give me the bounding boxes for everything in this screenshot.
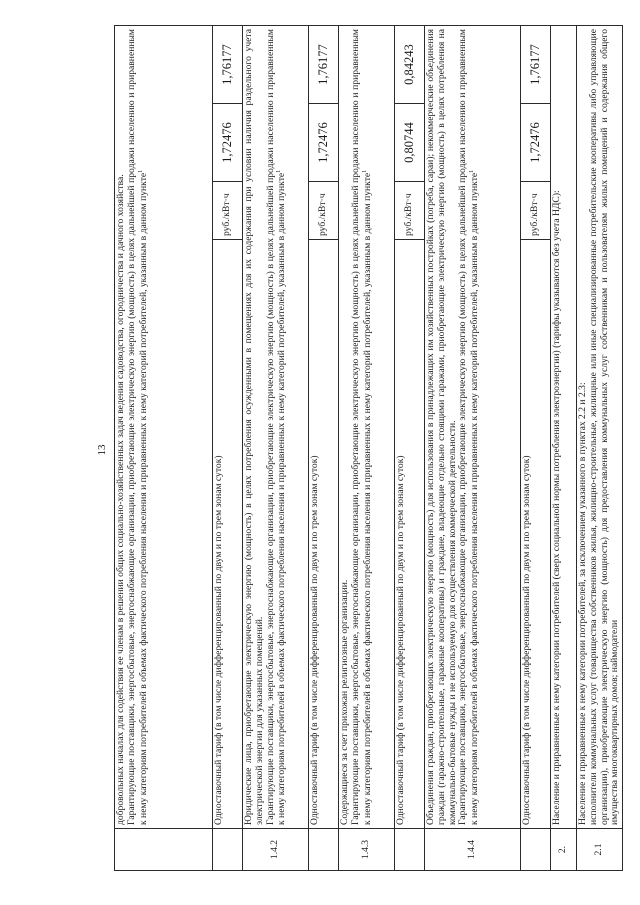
description-paragraph: Население и приравненные к нему категории потребителей, за исключением указанного в пунктах 2.2 и 2.3: <box>577 382 588 825</box>
tariff-value-second-half: 1,76177 <box>309 26 339 104</box>
table-row <box>309 26 339 871</box>
row-number-cell: 2. <box>551 829 577 871</box>
row-number-cell: 1.4.3 <box>339 829 395 871</box>
table-row <box>425 26 521 871</box>
unit-cell: руб./кВт·ч <box>395 182 425 240</box>
description-paragraph: добровольных началах для содействия ее членам в решении общих социально-хозяйственных задач ведения садоводства, огородничества и дачного хозяйства. <box>115 174 126 825</box>
unit-cell: руб./кВт·ч <box>309 182 339 240</box>
table-row <box>115 26 213 871</box>
page-number: 13 <box>96 444 108 456</box>
row-number-cell <box>521 829 551 871</box>
tariff-table <box>114 25 623 871</box>
tariff-value-first-half: 1,72476 <box>213 104 243 182</box>
row-description-cell <box>339 26 395 829</box>
description-paragraph: Гарантирующие поставщики, энергосбытовые, энергоснабжающие организации, приобретающие электрическую энергию (мощность) в целях дальнейшей продажи населению и приравненным к нему категориям потребителей в объемах фактического потребления населения и приравненных к нему категорий потребителей, указанным в данном пункте$^1$ <box>264 29 288 825</box>
tariff-value-first-half: 1,72476 <box>521 104 551 182</box>
tariff-label: Одноставочный тариф (в том числе дифференцированный по двум и по трем зонам суток) <box>395 240 425 829</box>
row-number-cell <box>309 829 339 871</box>
row-number-cell <box>213 829 243 871</box>
row-description-cell <box>243 26 309 829</box>
row-number-cell: 2.1 <box>577 829 623 871</box>
table-row <box>395 26 425 871</box>
table-row <box>521 26 551 871</box>
row-description-cell <box>577 26 623 829</box>
description-paragraph: Население и приравненные к нему категории потребителей (сверх социальной нормы потребления электроэнергии) (тарифы указываются без учета НДС): <box>551 190 562 825</box>
tariff-value-second-half: 1,76177 <box>521 26 551 104</box>
tariff-label: Одноставочный тариф (в том числе дифференцированный по двум и по трем зонам суток) <box>213 240 243 829</box>
unit-cell: руб./кВт·ч <box>521 182 551 240</box>
description-paragraph: Гарантирующие поставщики, энергосбытовые, энергоснабжающие организации, приобретающие электрическую энергию (мощность) в целях дальнейшей продажи населению и приравненным к нему категориям потребителей в объемах фактического потребления населения и приравненных к нему категорий потребителей, указанным в данном пункте$^1$ <box>349 29 373 825</box>
table-row <box>551 26 577 871</box>
row-number-cell: 1.4.2 <box>243 829 309 871</box>
unit-cell: руб./кВт·ч <box>213 182 243 240</box>
description-paragraph: Гарантирующие поставщики, энергосбытовые, энергоснабжающие организации, приобретающие электрическую энергию (мощность) в целях дальнейшей продажи населению и приравненным к нему категориям потребителей в объемах фактического потребления населения и приравненных к нему категорий потребителей, указанным в данном пункте$^1$ <box>457 29 481 825</box>
tariff-value-first-half: 1,72476 <box>309 104 339 182</box>
description-paragraph: Содержащиеся за счет прихожан религиозные организации. <box>339 579 350 825</box>
row-number-cell: 1.4.4 <box>425 829 521 871</box>
row-number-cell <box>395 829 425 871</box>
row-description-cell <box>551 26 577 829</box>
tariff-value-first-half: 0,80744 <box>395 104 425 182</box>
table-row <box>213 26 243 871</box>
tariff-label: Одноставочный тариф (в том числе дифференцированный по двум и по трем зонам суток) <box>309 240 339 829</box>
description-paragraph: исполнители коммунальных услуг (товарищества собственников жилья, жилищно-строительные, жилищные или иные специализированные потребительские кооперативы либо управляющие организации), приобретающие электрическую энергию (мощность) для предоставления коммунальных услуг собственникам и пользователям жилых помещений и содержания общего имущества многоквартирных домов; наймодатели <box>587 29 621 825</box>
description-paragraph: Юридические лица, приобретающие электрическую энергию (мощность) в целях потребления осужденными в помещениях для их содержания при условии наличия раздельного учета электрической энергии для указанных помещений. <box>243 29 265 825</box>
description-paragraph: Гарантирующие поставщики, энергосбытовые, энергоснабжающие организации, приобретающие электрическую энергию (мощность) в целях дальнейшей продажи населению и приравненным к нему категориям потребителей в объемах фактического потребления населения и приравненных к нему категорий потребителей, указанным в данном пункте$^1$ <box>125 29 149 825</box>
table-row <box>243 26 309 871</box>
tariff-value-second-half: 0,84243 <box>395 26 425 104</box>
table-row <box>339 26 395 871</box>
description-paragraph: Объединения граждан, приобретающих электрическую энергию (мощность) для использования в принадлежащих им хозяйственных постройках (погреба, сараи); некоммерческие объединения граждан (гаражно-строительные, гаражные кооперативы) и граждане, владеющие отдельно стоящими гаражами, приобретающие электрическую энергию (мощность) в целях потребления на коммунально-бытовые нужды и не используемую для осуществления коммерческой деятельности. <box>425 29 458 825</box>
tariff-label: Одноставочный тариф (в том числе дифференцированный по двум и по трем зонам суток) <box>521 240 551 829</box>
tariff-value-second-half: 1,76177 <box>213 26 243 104</box>
row-description-cell <box>115 26 213 829</box>
table-row <box>577 26 623 871</box>
row-number-cell <box>115 829 213 871</box>
row-description-cell <box>425 26 521 829</box>
